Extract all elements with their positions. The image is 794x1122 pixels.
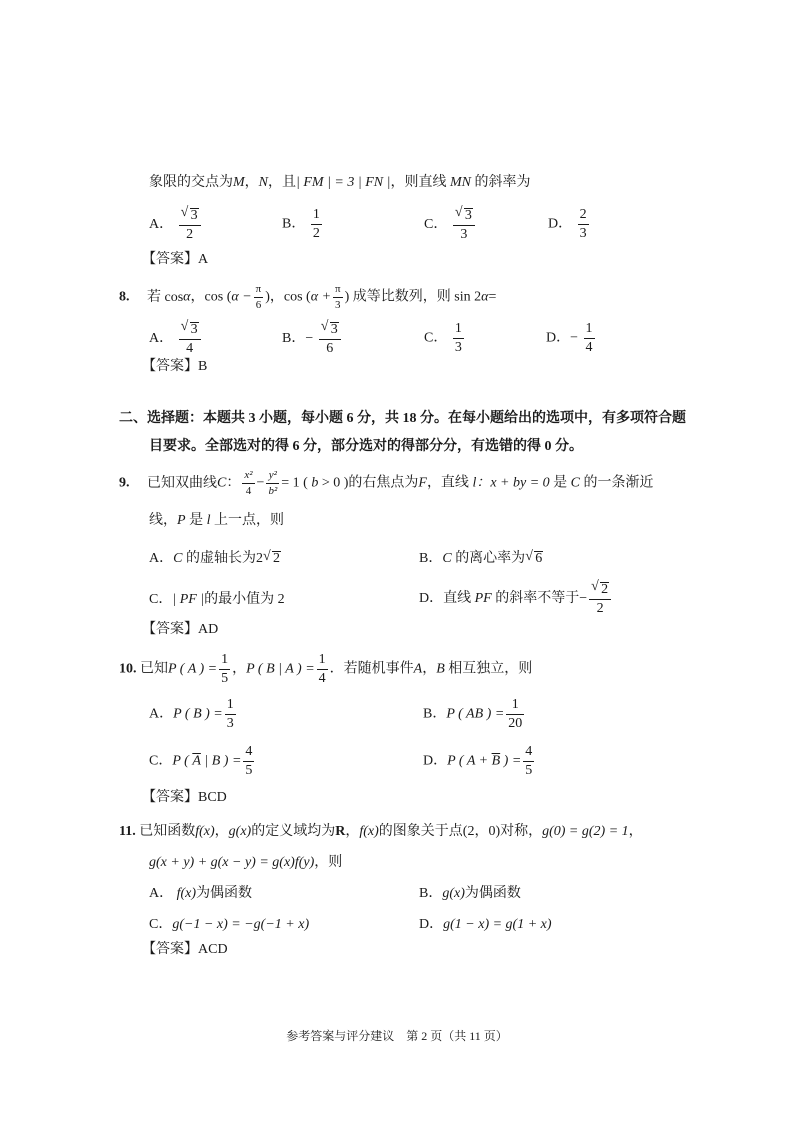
q7-option-d-frac bbox=[578, 208, 589, 241]
q11-number: 11. bbox=[119, 824, 136, 839]
q9-d-text: 的斜率不等于 bbox=[495, 591, 580, 607]
q11-option-b bbox=[419, 884, 521, 904]
q11-comma: ， bbox=[214, 824, 229, 839]
q9-y2: y² bbox=[266, 470, 279, 484]
section2-line2: 目要求。全部选对的得 6 分，部分选对的得部分分，有选错的得 0 分。 bbox=[149, 439, 583, 454]
q8-pi6-den: 6 bbox=[255, 299, 262, 311]
q10-b-num: 1 bbox=[506, 698, 524, 715]
q8-b-neg: − bbox=[305, 331, 314, 347]
q10-d-bbar: $\overline{B}$ bbox=[491, 753, 501, 769]
q8-option-c bbox=[424, 322, 466, 355]
q9-d-den: 2 bbox=[596, 601, 604, 616]
q8-b-num: 3 bbox=[330, 322, 338, 337]
q7-option-a-frac bbox=[179, 208, 201, 242]
q8-option-d bbox=[546, 322, 597, 355]
q9-gt0: > 0 ) bbox=[321, 475, 349, 491]
q7-stem-mid2: ，则直线 bbox=[390, 175, 447, 190]
q7-d-num: 2 bbox=[578, 208, 589, 225]
q8-cos3-plus: α + bbox=[310, 289, 332, 305]
q10-a-frac bbox=[225, 698, 236, 731]
q8-option-d-frac bbox=[584, 322, 595, 355]
q8-d-num: 1 bbox=[584, 322, 595, 339]
q9-a-C: C bbox=[173, 551, 183, 566]
q10-a-expr: P ( B ) = bbox=[173, 706, 223, 722]
q11-line1-mid2: 的图象关于点(2，0)对称， bbox=[378, 824, 543, 839]
q11-line1-mid: 的定义域均为 bbox=[251, 824, 336, 839]
q10-d-p: P ( A + bbox=[447, 753, 489, 769]
q8-cos2-pre: ，cos ( bbox=[190, 289, 232, 305]
q11-b-expr: g(x) bbox=[442, 886, 465, 901]
q7-c-den: 3 bbox=[460, 227, 468, 242]
q9-d-PF: PF bbox=[474, 591, 492, 607]
q11-gx: g(x) bbox=[228, 824, 252, 839]
q11-fx: f(x) bbox=[195, 824, 215, 839]
q9-y2-frac bbox=[266, 470, 279, 497]
q8-b-den: 6 bbox=[326, 341, 334, 356]
q7-N: N bbox=[258, 175, 269, 190]
q9-mid: 的右焦点为 bbox=[348, 475, 419, 491]
q11-g0: g(0) = g(2) = 1 bbox=[542, 824, 629, 839]
q8-c-den: 3 bbox=[454, 340, 462, 355]
q9-colon: ： bbox=[226, 475, 241, 491]
q9-a-label: A． bbox=[149, 551, 174, 566]
q10-b-label: B． bbox=[423, 706, 447, 722]
q7-option-c-frac bbox=[453, 208, 475, 242]
q8-cos2-minus: α − bbox=[231, 289, 252, 305]
q9-c-expr: | PF | bbox=[172, 592, 205, 607]
q7-a-num: 3 bbox=[190, 208, 198, 223]
q9-line-eq: ：x + by = 0 bbox=[476, 475, 550, 491]
q10-c-label: C． bbox=[149, 753, 173, 769]
q10-d2: 4 bbox=[318, 671, 326, 686]
q10-b-expr: P ( AB ) = bbox=[446, 706, 505, 722]
q7-d-den: 3 bbox=[579, 226, 587, 241]
q7-stem-mid1: ，且 bbox=[268, 175, 297, 190]
q10-c-frac bbox=[243, 745, 254, 778]
q11-a-label: A． bbox=[149, 886, 174, 901]
q8-a-den: 4 bbox=[186, 341, 194, 356]
q9-b-text: 的离心率为 bbox=[455, 551, 526, 566]
q10-answer: 【答案】BCD bbox=[142, 790, 227, 805]
q7-stem-end: 的斜率为 bbox=[474, 175, 531, 190]
q9-option-c bbox=[149, 590, 285, 610]
q11-line2-expr: g(x + y) + g(x − y) = g(x)f(y) bbox=[149, 855, 315, 870]
q10-c-num: 4 bbox=[243, 745, 254, 762]
q9-b-C: C bbox=[442, 551, 452, 566]
q7-b-num: 1 bbox=[311, 208, 322, 225]
q11-answer: 【答案】ACD bbox=[142, 942, 228, 957]
q8-a-num: 3 bbox=[190, 322, 198, 337]
q7-stem: 象限的交点为M，N，且| FM | = 3 | FN |，则直线 MN 的斜率为 bbox=[149, 175, 531, 190]
q9-x2: x² bbox=[242, 470, 254, 484]
q8-stem-end: ) 成等比数列，则 sin 2 bbox=[344, 289, 482, 305]
q8-option-d-label: D． bbox=[546, 330, 571, 346]
q10-option-d bbox=[423, 745, 536, 778]
q9-option-a bbox=[149, 549, 281, 569]
q11-a-expr: f(x) bbox=[176, 886, 197, 901]
q9-answer: 【答案】AD bbox=[142, 622, 219, 637]
q8-option-a-frac bbox=[179, 322, 201, 356]
q8-pi6-frac bbox=[254, 284, 264, 311]
q10-frac2 bbox=[317, 653, 328, 686]
q10-c-abar: $\overline{A}$ bbox=[192, 753, 201, 769]
section2-line1: 二、选择题：本题共 3 小题，每小题 6 分，共 18 分。在每小题给出的选项中，有多项符合题 bbox=[119, 411, 686, 426]
q10-frac1 bbox=[219, 653, 230, 686]
q8-pi3-num: π bbox=[333, 284, 343, 298]
q8-option-a-label: A． bbox=[149, 331, 174, 347]
q10-stem: 10. 已知P ( A ) = $\frac{1}{5}$ ，P ( B | A ) = $\frac{1}{4}$ ．若随机事件A，B 相互独立，则 bbox=[119, 652, 533, 686]
q8-stem-pre: 若 cos bbox=[147, 289, 184, 305]
q11-line1-end: ， bbox=[628, 824, 643, 839]
q8-stem bbox=[119, 284, 496, 311]
q10-c-p: P ( bbox=[172, 753, 189, 769]
q9-l: l bbox=[472, 475, 477, 491]
q11-c-expr: g(−1 − x) = −g(−1 + x) bbox=[172, 917, 310, 932]
q9-stem bbox=[119, 470, 654, 497]
q11-d-label: D． bbox=[419, 917, 444, 932]
q10-c-rest: | B ) = bbox=[204, 753, 242, 769]
q9-four: 4 bbox=[245, 485, 252, 497]
q10-number: 10. bbox=[119, 661, 137, 677]
q9-d-rad: 2 bbox=[601, 582, 609, 597]
q11-line2-end: ，则 bbox=[314, 855, 343, 870]
q10-n1: 1 bbox=[219, 653, 230, 670]
q9-line2-pre: 线， bbox=[149, 513, 177, 528]
q8-pi3-den: 3 bbox=[335, 299, 341, 311]
q11-b-label: B． bbox=[419, 886, 443, 901]
q10-d1: 5 bbox=[221, 671, 229, 686]
q7-option-d bbox=[548, 208, 591, 241]
q11-R: R bbox=[335, 824, 346, 839]
q8-alpha: α bbox=[183, 289, 191, 305]
q11-d-expr: g(1 − x) = g(1 + x) bbox=[443, 917, 552, 932]
q9-b2: b² bbox=[268, 485, 278, 497]
q7-option-b bbox=[282, 208, 324, 241]
q8-option-b-label: B． bbox=[282, 331, 306, 347]
q9-c-text: 的最小值为 2 bbox=[204, 592, 285, 607]
q8-option-c-frac bbox=[453, 322, 464, 355]
q8-cos3-pre: )，cos ( bbox=[265, 289, 311, 305]
q11-stem-line1: 11. 已知函数f(x)，g(x)的定义域均为R，f(x)的图象关于点(2，0)对称，g(0) = g(2) = 1， bbox=[119, 824, 643, 839]
q11-option-d bbox=[419, 915, 552, 935]
q9-line2-end: 上一点，则 bbox=[213, 513, 284, 528]
q10-b-den: 20 bbox=[508, 716, 523, 731]
q7-M: M bbox=[233, 175, 245, 190]
q9-c-label: C． bbox=[149, 592, 173, 607]
q10-d-rest: ) = bbox=[503, 753, 522, 769]
q10-end2: 相互独立，则 bbox=[448, 661, 533, 677]
q10-pba: P ( B | A ) = bbox=[246, 661, 315, 677]
q10-d-frac bbox=[523, 745, 534, 778]
q8-option-c-label: C． bbox=[424, 330, 448, 346]
q8-d-den: 4 bbox=[585, 340, 593, 355]
q8-pi3-frac bbox=[333, 284, 343, 311]
q10-pa: P ( A ) = bbox=[168, 661, 218, 677]
q10-a-label: A． bbox=[149, 706, 174, 722]
q7-stem-pre: 象限的交点为 bbox=[149, 175, 233, 190]
q10-d-num: 4 bbox=[523, 745, 534, 762]
q7-MN: MN bbox=[449, 175, 471, 190]
q9-pre: 已知双曲线 bbox=[147, 475, 217, 491]
q11-a-text: 为偶函数 bbox=[196, 886, 253, 901]
q9-d-frac bbox=[589, 582, 611, 616]
q9-b-label: B． bbox=[419, 551, 443, 566]
q7-answer: 【答案】A bbox=[142, 252, 209, 267]
q8-c-num: 1 bbox=[453, 322, 464, 339]
q11-line1-pre: 已知函数 bbox=[139, 824, 196, 839]
q10-pre: 已知 bbox=[140, 661, 168, 677]
q9-C-2: C bbox=[570, 475, 580, 491]
q9-mid3: 是 bbox=[553, 475, 568, 491]
q10-option-c bbox=[149, 745, 256, 778]
q9-P: P bbox=[177, 513, 186, 528]
q7-option-c bbox=[424, 208, 477, 242]
q10-a-num: 1 bbox=[225, 698, 236, 715]
q9-a-rad: 2 bbox=[272, 551, 280, 566]
q10-B: B bbox=[436, 661, 445, 677]
q7-option-b-frac bbox=[311, 208, 322, 241]
q10-a-den: 3 bbox=[226, 716, 234, 731]
q10-b-frac bbox=[506, 698, 524, 731]
q10-option-a bbox=[149, 698, 238, 731]
q11-b-text: 为偶函数 bbox=[464, 886, 521, 901]
q11-fx-2: f(x) bbox=[359, 824, 379, 839]
q9-option-d bbox=[419, 582, 613, 616]
q9-minus: − bbox=[256, 475, 265, 491]
q7-option-a-label: A． bbox=[149, 217, 174, 233]
q8-pi6-num: π bbox=[254, 284, 264, 298]
q11-option-a bbox=[149, 884, 252, 904]
q9-option-b bbox=[419, 549, 543, 569]
q10-d-label: D． bbox=[423, 753, 448, 769]
q9-a-text: 的虚轴长为 bbox=[185, 551, 256, 566]
q9-eq1: = 1 ( bbox=[281, 475, 308, 491]
q9-d-neg: − bbox=[579, 591, 588, 607]
q8-d-neg: − bbox=[570, 330, 579, 346]
q7-fm-expr: | FM | = 3 | FN | bbox=[296, 175, 391, 190]
q8-option-b-frac bbox=[319, 322, 341, 356]
q9-end: 的一条渐近 bbox=[583, 475, 654, 491]
q7-b-den: 2 bbox=[312, 226, 320, 241]
q9-line2-mid: 是 bbox=[189, 513, 204, 528]
q10-comma: ， bbox=[422, 661, 437, 677]
q10-A: A bbox=[413, 661, 423, 677]
q7-a-den: 2 bbox=[186, 227, 194, 242]
q10-n2: 1 bbox=[317, 653, 328, 670]
q9-l-2: l bbox=[206, 513, 211, 528]
q9-number: 9. bbox=[119, 475, 130, 491]
q8-alpha-2: α bbox=[481, 289, 489, 305]
q7-option-c-label: C． bbox=[424, 217, 448, 233]
q10-option-b bbox=[423, 698, 526, 731]
q10-c-den: 5 bbox=[245, 763, 253, 778]
q8-option-b bbox=[282, 322, 343, 356]
q8-number: 8. bbox=[119, 289, 130, 305]
q9-x2-frac bbox=[242, 470, 254, 497]
q11-c-label: C． bbox=[149, 917, 173, 932]
q10-d-den: 5 bbox=[525, 763, 533, 778]
q11-stem-line2 bbox=[149, 853, 342, 873]
q9-d-label: D．直线 bbox=[419, 591, 472, 607]
page-footer: 参考答案与评分建议 第 2 页（共 11 页） bbox=[286, 1029, 508, 1043]
q7-option-d-label: D． bbox=[548, 216, 573, 232]
q11-option-c bbox=[149, 915, 309, 935]
q7-option-b-label: B． bbox=[282, 216, 306, 232]
q7-c-num: 3 bbox=[464, 208, 472, 223]
q9-b-rad: 6 bbox=[535, 551, 543, 566]
q9-C: C bbox=[217, 475, 227, 491]
q8-answer: 【答案】B bbox=[142, 359, 208, 374]
q7-option-a bbox=[149, 208, 203, 242]
q9-a-val: 2 bbox=[255, 551, 263, 566]
q8-option-a bbox=[149, 322, 203, 356]
q9-b: b bbox=[311, 475, 319, 491]
q9-stem-line2 bbox=[149, 511, 284, 531]
q9-mid2: ，直线 bbox=[426, 475, 469, 491]
q9-F: F bbox=[418, 475, 427, 491]
q8-eq: = bbox=[488, 289, 497, 305]
q10-end: ．若随机事件 bbox=[329, 661, 414, 677]
